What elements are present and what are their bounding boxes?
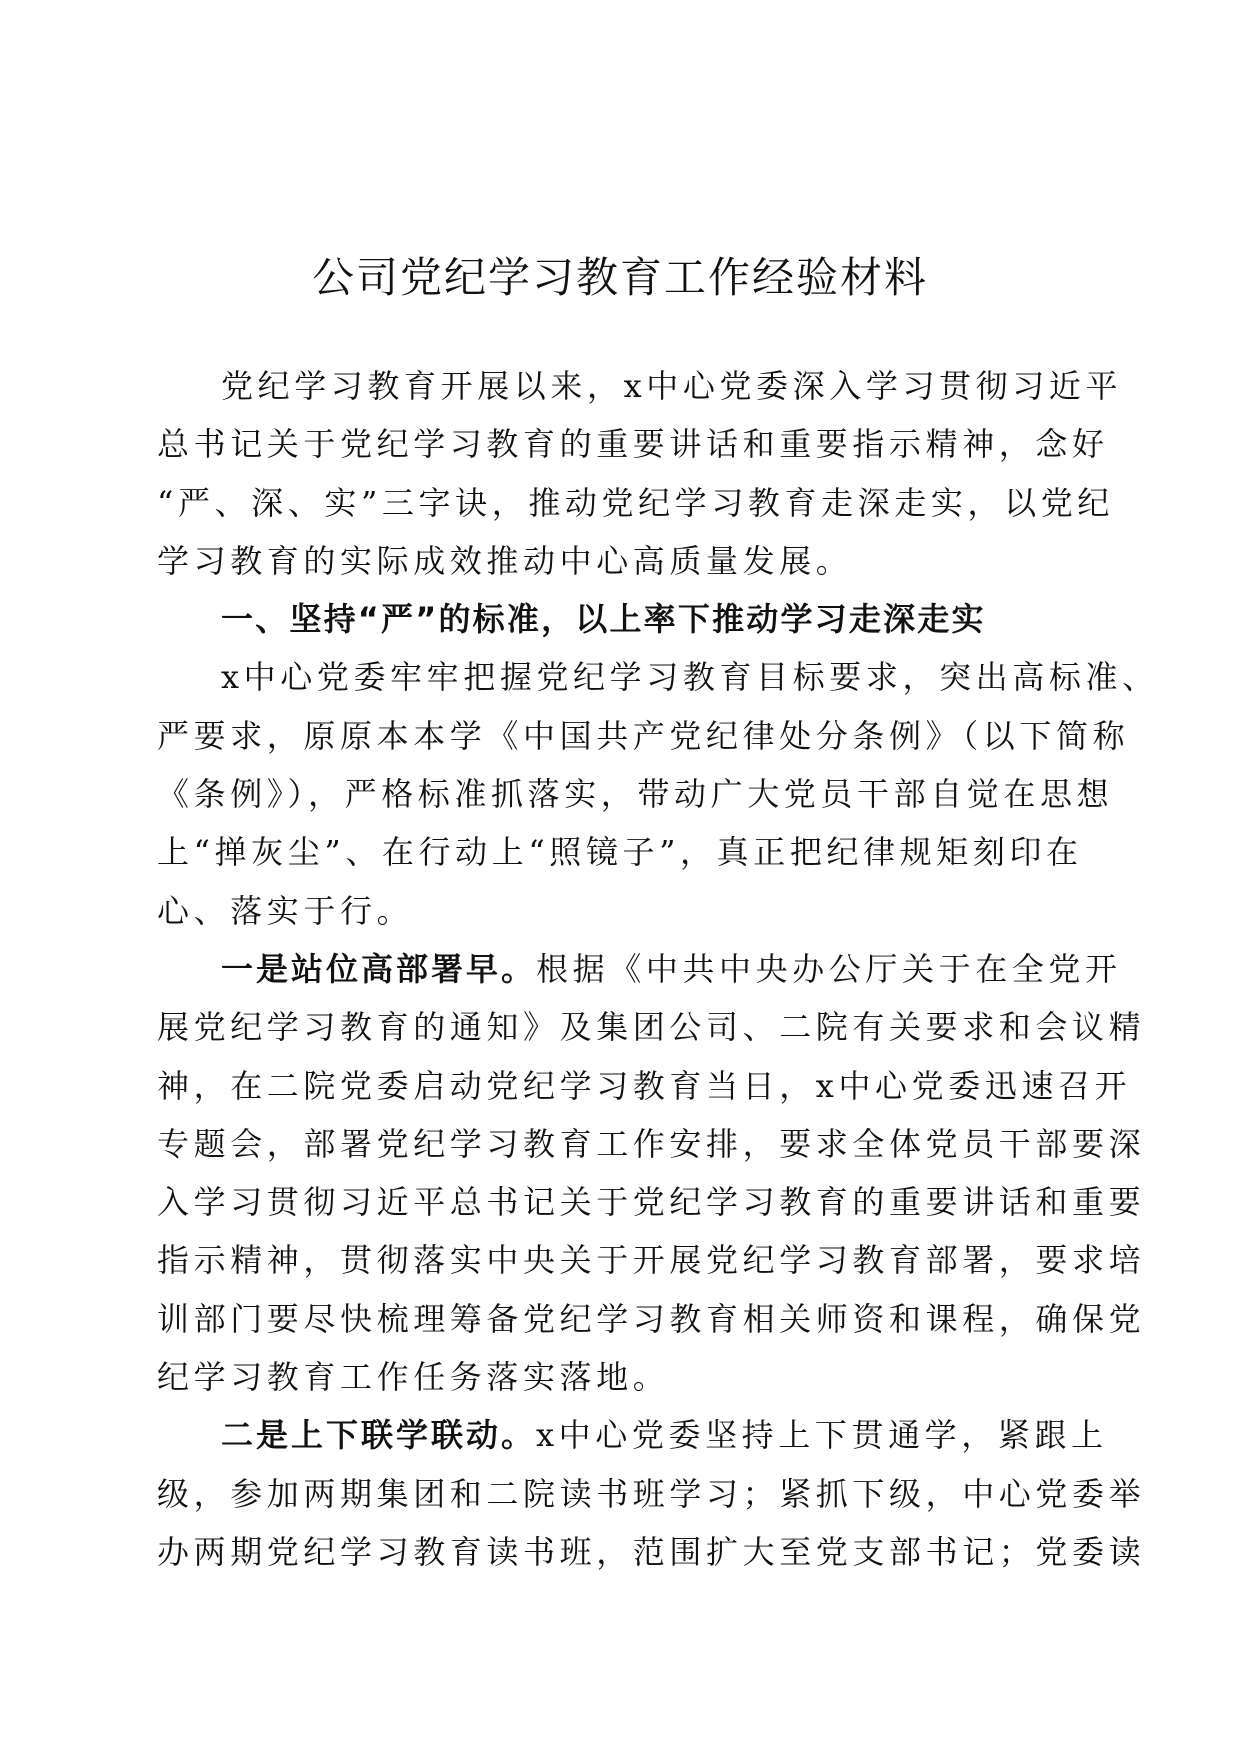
document-title: 公司党纪学习教育工作经验材料 xyxy=(311,253,928,302)
paragraph-line: 办两期党纪学习教育读书班，范围扩大至党支部书记；党委读 xyxy=(157,1532,1146,1571)
paragraph-line: 入学习贯彻习近平总书记关于党纪学习教育的重要讲话和重要 xyxy=(157,1183,1146,1222)
paragraph-line: 神，在二院党委启动党纪学习教育当日，x中心党委迅速召开 xyxy=(157,1066,1132,1105)
document-body xyxy=(157,357,1159,1581)
paragraph-line: 总书记关于党纪学习教育的重要讲话和重要指示精神，念好 xyxy=(157,425,1109,464)
paragraph-text: 根据《中共中央办公厅关于在全党开 xyxy=(536,949,1122,988)
paragraph-line xyxy=(157,940,1122,998)
paragraph-line: 心、落实于行。 xyxy=(157,891,414,930)
paragraph-line: “严、深、实”三字诀，推动党纪学习教育走深走实，以党纪 xyxy=(157,483,1114,522)
bold-lead: 一是站位高部署早。 xyxy=(221,949,537,988)
paragraph-line: 训部门要尽快梳理筹备党纪学习教育相关师资和课程，确保党 xyxy=(157,1299,1146,1338)
paragraph-line: x中心党委牢牢把握党纪学习教育目标要求，突出高标准、 xyxy=(221,658,1159,697)
paragraph-line: 专题会，部署党纪学习教育工作安排，要求全体党员干部要深 xyxy=(157,1124,1146,1163)
paragraph-line: 展党纪学习教育的通知》及集团公司、二院有关要求和会议精 xyxy=(157,1008,1146,1047)
paragraph-line: 上“掸灰尘”、在行动上“照镜子”，真正把纪律规矩刻印在 xyxy=(157,833,1083,872)
paragraph-line: 学习教育的实际成效推动中心高质量发展。 xyxy=(157,541,853,580)
paragraph-text: x中心党委坚持上下贯通学，紧跟上 xyxy=(536,1416,1108,1455)
paragraph-line xyxy=(157,1406,1108,1464)
paragraph-line: 严要求，原原本本学《中国共产党纪律处分条例》（以下简称 xyxy=(157,716,1130,755)
paragraph-line: 《条例》），严格标准抓落实，带动广大党员干部自觉在思想 xyxy=(157,775,1114,814)
paragraph-line: 指示精神，贯彻落实中央关于开展党纪学习教育部署，要求培 xyxy=(157,1241,1146,1280)
paragraph-line: 级，参加两期集团和二院读书班学习；紧抓下级，中心党委举 xyxy=(157,1474,1146,1513)
bold-lead: 二是上下联学联动。 xyxy=(221,1416,537,1455)
section-heading: 一、坚持“严”的标准，以上率下推动学习走深走实 xyxy=(221,600,986,639)
paragraph-line: 党纪学习教育开展以来，x中心党委深入学习贯彻习近平 xyxy=(221,367,1123,405)
paragraph-line: 纪学习教育工作任务落实落地。 xyxy=(157,1358,670,1397)
